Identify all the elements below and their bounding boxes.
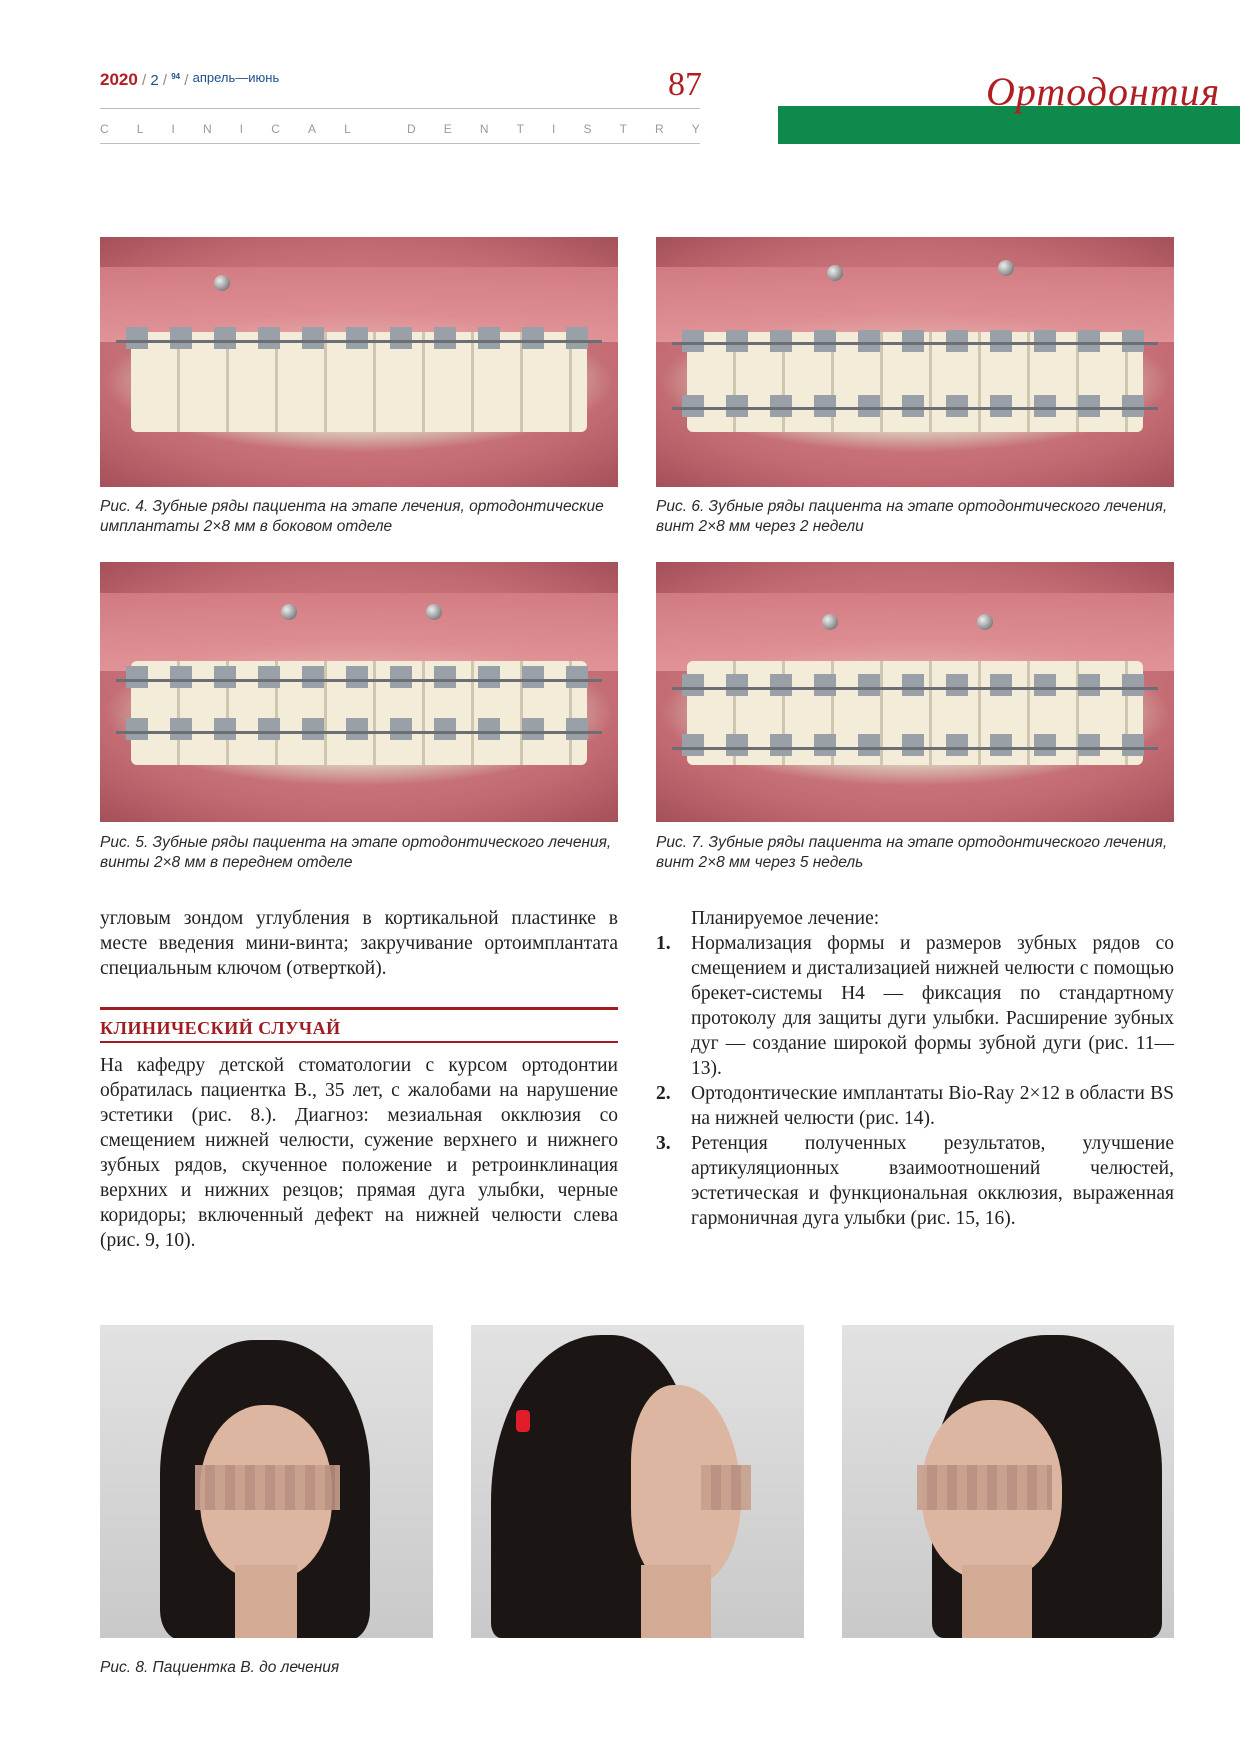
figure-4-image: [100, 237, 618, 487]
figure-7-image: [656, 562, 1174, 822]
continued-paragraph: угловым зондом углубления в кортикальной пластинке в месте введения мини-винта; закручивание ортоимплантата специальным ключом (отверткой).: [100, 908, 618, 979]
page-number: 87: [668, 66, 702, 103]
case-description: [100, 1053, 618, 1253]
figure-6-caption: Рис. 6. Зубные ряды пациента на этапе ортодонтического лечения, винт 2×8 мм через 2 недели: [656, 498, 1168, 535]
figure-8-profile-view: [471, 1325, 804, 1638]
issue-total-number: 94: [171, 72, 181, 81]
case-paragraph: На кафедру детской стоматологии с курсом ортодонтии обратилась пациентка В., 35 лет, с жалобами на нарушение эстетики (рис. 8.). Диагноз: мезиальная окклюзия со смещением нижней челюсти, сужение верхнего и нижнего зубных рядов, скученное положение и ретроинклинация верхних и нижних резцов; прямая дуга улыбки, черные коридоры; включенный дефект на нижней челюсти слева (рис. 9, 10).: [100, 1055, 618, 1251]
right-column: [656, 906, 1174, 1231]
figure-6-image: [656, 237, 1174, 487]
header-rule-top: [100, 108, 700, 109]
treatment-plan-list: [656, 931, 1174, 1231]
figure-4-caption: Рис. 4. Зубные ряды пациента на этапе лечения, ортодонтические имплантаты 2×8 мм в боковом отделе: [100, 498, 604, 535]
figure-5-caption: Рис. 5. Зубные ряды пациента на этапе ортодонтического лечения, винты 2×8 мм в переднем отделе: [100, 834, 612, 871]
list-item: 2. Ортодонтические имплантаты Bio-Ray 2×12 в области BS на нижней челюсти (рис. 14).: [656, 1083, 1174, 1129]
figure-8-caption: Рис. 8. Пациентка В. до лечения: [100, 1659, 340, 1676]
section-title: Ортодонтия: [986, 69, 1221, 114]
figure-8-front-view: [100, 1325, 433, 1638]
list-item: 1. Нормализация формы и размеров зубных рядов со смещением и дистализацией нижней челюсти с помощью брекет-системы H4 — фиксация по стандартному протоколу для защиты дуги улыбки. Расширение зубных дуг — создание широкой формы зубной дуги (рис. 11—13).: [656, 933, 1174, 1079]
journal-name: C L I N I C A L D E N T I S T R Y: [100, 122, 700, 136]
header-rule-bottom: [100, 143, 700, 144]
figure-8-three-quarter-view: [842, 1325, 1174, 1638]
issue-period: апрель—июнь: [192, 70, 280, 85]
heading-rule-top: [100, 1007, 618, 1010]
left-column: [100, 906, 618, 981]
figure-5-image: [100, 562, 618, 822]
issue-number: 2: [150, 72, 159, 89]
section-heading: КЛИНИЧЕСКИЙ СЛУЧАЙ: [100, 1018, 341, 1038]
figure-7-caption: Рис. 7. Зубные ряды пациента на этапе ортодонтического лечения, винт 2×8 мм через 5 недель: [656, 834, 1168, 871]
heading-rule-bottom: [100, 1041, 618, 1043]
plan-intro: Планируемое лечение:: [691, 908, 880, 929]
list-item: 3. Ретенция полученных результатов, улучшение артикуляционных взаимоотношений челюстей, эстетическая и функциональная окклюзия, выраженная гармоничная дуга улыбки (рис. 15, 16).: [656, 1133, 1174, 1229]
issue-info: 2020 / 2 / $^{94}$ / апрель—июнь: [100, 70, 280, 89]
issue-year: 2020: [100, 70, 138, 89]
